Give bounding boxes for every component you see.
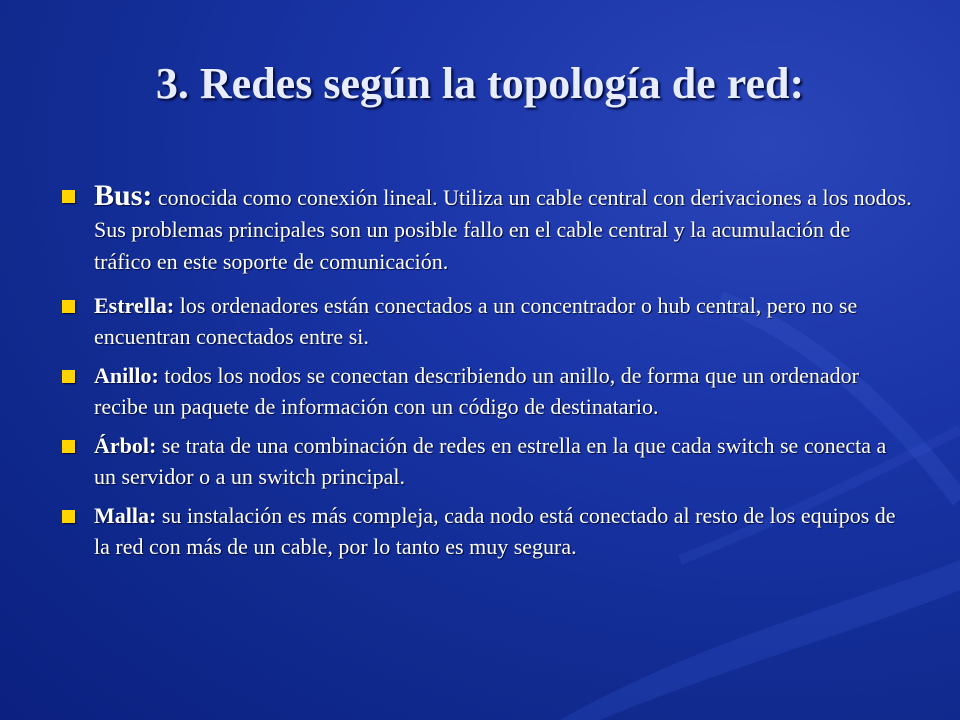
desc-malla: su instalación es más compleja, cada nodo está conectado al resto de los equipos de la red con más de un cable, por lo tanto es muy segura. <box>94 503 896 559</box>
list-item-malla <box>62 500 912 562</box>
desc-anillo: todos los nodos se conectan describiendo un anillo, de forma que un ordenador recibe un paquete de información con un código de destinatario. <box>94 363 859 419</box>
term-malla: Malla: <box>94 503 157 528</box>
topology-list <box>62 180 912 570</box>
square-bullet-icon <box>62 190 75 203</box>
term-bus: Bus: <box>94 179 153 212</box>
term-estrella: Estrella: <box>94 293 175 318</box>
slide-title: 3. Redes según la topología de red: <box>155 59 805 108</box>
square-bullet-icon <box>62 440 75 453</box>
square-bullet-icon <box>62 370 75 383</box>
term-arbol: Árbol: <box>94 433 157 458</box>
square-bullet-icon <box>62 300 75 313</box>
term-anillo: Anillo: <box>94 363 159 388</box>
desc-estrella: los ordenadores están conectados a un concentrador o hub central, pero no se encuentran conectados entre si. <box>94 293 858 349</box>
list-item-arbol <box>62 430 912 492</box>
list-item-bus <box>62 180 912 278</box>
list-item-estrella <box>62 290 912 352</box>
list-item-anillo <box>62 360 912 422</box>
desc-arbol: se trata de una combinación de redes en estrella en la que cada switch se conecta a un servidor o a un switch principal. <box>94 433 887 489</box>
desc-bus: conocida como conexión lineal. Utiliza un cable central con derivaciones a los nodos. Sus problemas principales son un posible fallo en el cable central y la acumulación de tráfico en este soporte de comunicación. <box>94 185 912 274</box>
square-bullet-icon <box>62 510 75 523</box>
